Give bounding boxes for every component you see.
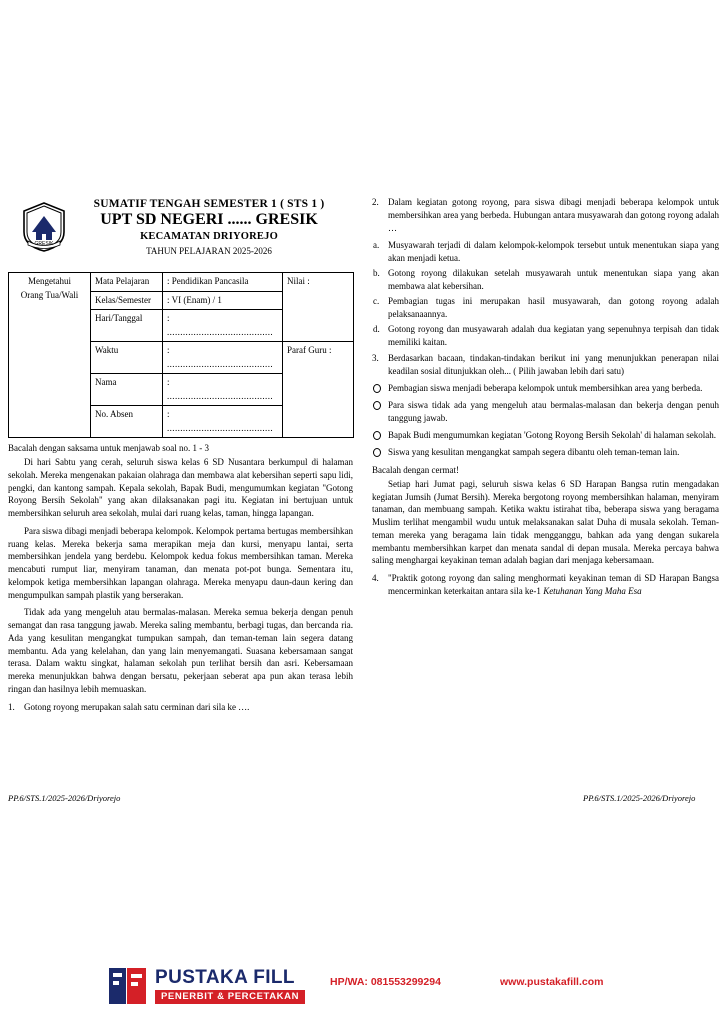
question-3-number: 3.	[372, 352, 379, 363]
parent-label-1: Mengetahui	[28, 276, 71, 286]
school-name: UPT SD NEGERI ...... GRESIK	[100, 211, 318, 228]
brand-subtitle: PENERBIT & PERCETAKAN	[155, 990, 305, 1004]
row-label-time: Waktu	[91, 342, 163, 374]
reading-instruction: Bacalah dengan saksama untuk menjawab soal no. 1 - 3	[8, 443, 209, 453]
table-row	[9, 273, 354, 292]
question-2-number: 2.	[372, 197, 379, 207]
row-value-time	[163, 342, 283, 374]
second-reading-instruction: Bacalah dengan cermat!	[372, 464, 459, 475]
absen-value: ........................................	[167, 422, 273, 433]
checkbox-option-1-text: Pembagian siswa menjadi beberapa kelompok untuk membersihkan area yang berbeda.	[388, 382, 703, 393]
second-passage-paragraph: Setiap hari Jumat pagi, seluruh siswa kelas 6 SD Harapan Bangsa rutin mengadakan kegiatan Jumsih (Jumat Bersih). Mereka bergotong royong membersihkan halaman, menyiram tanaman, dan membuang sampah. Ketika waktu istirahat tiba, beberapa siswa yang beragama Muslim terlihat mengambil wudu untuk melaksanakan salat Duha di musala sekolah. Teman-teman mereka yang beragama lain tidak mengganggu, bahkan ada yang dengan sukarela membantu membersihkan karpet dan menata sandal di depan musala. Mereka percaya bahwa saling menghargai keyakinan teman adalah bagian dari menjaga kebersamaan.	[372, 478, 719, 566]
question-1	[8, 701, 353, 714]
pustaka-fill-logo-icon	[108, 966, 148, 1006]
sep: :	[167, 345, 170, 355]
row-value-date	[163, 310, 283, 342]
contact-phone[interactable]: HP/WA: 081553299294	[330, 976, 441, 988]
footer-right-code: PP.6/STS.1/2025-2026/Driyorejo	[583, 793, 696, 803]
radio-circle-icon[interactable]	[373, 401, 381, 410]
row-value-absen	[163, 406, 283, 438]
radio-circle-icon[interactable]	[373, 431, 381, 440]
option-c[interactable]	[372, 295, 719, 321]
question-2-options	[372, 239, 719, 349]
parent-label-2: Orang Tua/Wali	[20, 289, 79, 300]
option-a-text: Musyawarah terjadi di dalam kelompok-kelompok tersebut untuk menentukan siapa yang akan menjadi ketua.	[388, 240, 719, 264]
identity-table	[8, 272, 354, 438]
left-column	[8, 196, 353, 718]
sep: :	[167, 313, 170, 323]
passage-paragraph-1: Di hari Sabtu yang cerah, seluruh siswa kelas 6 SD Nusantara berkumpul di halaman sekolah. Mereka mengenakan pakaian olahraga dan membawa alat kebersihan seperti sapu lidi, pengki, dan kantong sampah. Kepala sekolah, Bapak Budi, mengumumkan kegiatan "Gotong Royong Bersih Sekolah" yang akan dilaksanakan pagi itu. Kegiatan ini bertujuan untuk membersihkan seluruh area sekolah, mulai dari ruang kelas, taman, hingga lapangan.	[8, 457, 353, 519]
row-value-class	[163, 291, 283, 310]
question-4	[372, 572, 719, 598]
parent-signature-cell	[9, 273, 91, 438]
question-3-options	[372, 382, 719, 459]
option-b-letter: b.	[373, 268, 380, 279]
option-d-text: Gotong royong dan musyawarah adalah dua kegiatan yang sepenuhnya terpisah dan tidak memiliki kaitan.	[388, 324, 719, 348]
school-logo-icon	[22, 202, 66, 252]
score-cell: Nilai :	[283, 273, 354, 342]
radio-circle-icon[interactable]	[373, 384, 381, 393]
class-value: VI (Enam) / 1	[171, 294, 222, 305]
question-2	[372, 196, 719, 235]
checkbox-option-2[interactable]	[372, 399, 719, 425]
option-a-letter: a.	[373, 240, 380, 251]
question-4-text: "Praktik gotong royong dan saling menghormati keyakinan teman di SD Harapan Bangsa mencerminkan keterkaitan antara sila ke-1	[388, 573, 719, 597]
row-value-subject	[163, 273, 283, 292]
sep: :	[167, 294, 170, 305]
checkbox-option-3[interactable]	[372, 429, 719, 442]
subject-value: Pendidikan Pancasila	[171, 276, 249, 286]
row-label-absen: No. Absen	[91, 406, 163, 438]
sep: :	[167, 409, 170, 419]
question-3-text: Berdasarkan bacaan, tindakan-tindakan berikut ini yang menunjukkan penerapan nilai keadilan sosial ditunjukkan oleh... ( Pilih jawaban lebih dari satu)	[388, 352, 719, 376]
academic-year: TAHUN PELAJARAN 2025-2026	[146, 246, 272, 256]
exam-sheet	[8, 196, 719, 796]
district-name: KECAMATAN DRIYOREJO	[140, 231, 278, 242]
option-d-letter: d.	[373, 324, 380, 335]
option-c-text: Pembagian tugas ini merupakan hasil musyawarah, dan gotong royong adalah pelaksanaannya.	[388, 296, 719, 320]
checkbox-option-1[interactable]	[372, 382, 719, 395]
row-label-date: Hari/Tanggal	[91, 310, 163, 342]
row-value-name	[163, 374, 283, 406]
question-2-text: Dalam kegiatan gotong royong, para siswa dibagi menjadi beberapa kelompok untuk membersihkan area yang berbeda. Hubungan antara musyawarah dan gotong royong adalah …	[388, 197, 719, 234]
time-value: ........................................	[167, 358, 273, 369]
brand-text-block	[155, 968, 305, 1004]
checkbox-option-3-text: Bapak Budi mengumumkan kegiatan 'Gotong Royong Bersih Sekolah' di halaman sekolah.	[388, 429, 716, 440]
brand-name: PUSTAKA FILL	[155, 967, 295, 989]
option-b[interactable]	[372, 267, 719, 293]
option-d[interactable]	[372, 323, 719, 349]
option-a[interactable]	[372, 239, 719, 265]
contact-website[interactable]: www.pustakafill.com	[500, 976, 604, 988]
question-1-number: 1.	[8, 701, 15, 712]
row-label-subject: Mata Pelajaran	[91, 273, 163, 292]
question-4-italic-tail: Ketuhanan Yang Maha Esa	[543, 586, 642, 597]
teacher-signature-cell: Paraf Guru :	[283, 342, 354, 438]
publisher-banner	[0, 960, 727, 1024]
publisher-brand	[108, 966, 305, 1006]
footer-left-code: PP.6/STS.1/2025-2026/Driyorejo	[8, 793, 121, 803]
exam-title: SUMATIF TENGAH SEMESTER 1 ( STS 1 )	[93, 198, 325, 210]
question-1-text: Gotong royong merupakan salah satu cerminan dari sila ke ….	[24, 701, 250, 712]
date-value: ........................................	[167, 326, 273, 337]
passage-paragraph-3: Tidak ada yang mengeluh atau bermalas-malasan. Mereka semua bekerja dengan penuh semangat dan rasa tanggung jawab. Mereka saling membantu, berbagi tugas, dan bercanda ria. Ada yang kesulitan mengangkat tumpukan sampah, dan teman-teman lain segera datang membantu. Ada yang kelelahan, dan yang lain menyemangati. Suasana kebersamaan sangat terasa. Dalam waktu singkat, halaman sekolah pun terlihat bersih dan asri. Kebersamaan mereka menunjukkan bahwa dengan bersatu, pekerjaan seberat apa pun akan terasa lebih ringan dan hasilnya lebih memuaskan.	[8, 607, 353, 695]
row-label-class: Kelas/Semester	[91, 291, 163, 310]
radio-circle-icon[interactable]	[373, 448, 381, 457]
header-titles	[74, 198, 344, 256]
passage-paragraph-2: Para siswa dibagi menjadi beberapa kelompok. Kelompok pertama bertugas membersihkan ruang kelas. Mereka bekerja sama merapikan meja dan kursi, menyapu lantai, serta membersihkan jendela yang berdebu. Kelompok kedua fokus membersihkan taman. Mereka mencabuti rumput liar, menyiram tanaman, dan menata pot-pot bunga. Sementara itu, kelompok ketiga membersihkan lapangan olahraga. Mereka menyapu daun-daun kering dan mengumpulkan sampah plastik yang berserakan.	[8, 525, 353, 600]
option-c-letter: c.	[373, 296, 380, 307]
question-4-number: 4.	[372, 573, 379, 584]
checkbox-option-4-text: Siswa yang kesulitan mengangkat sampah segera dibantu oleh teman-teman lain.	[388, 446, 680, 457]
option-b-text: Gotong royong dilakukan setelah musyawarah untuk menentukan siapa yang akan membawa alat kebersihan.	[388, 268, 719, 292]
svg-text:GRESIK: GRESIK	[34, 241, 54, 247]
checkbox-option-2-text: Para siswa tidak ada yang mengeluh atau bermalas-malasan dan bekerja dengan penuh tanggung jawab.	[388, 399, 719, 423]
sep: :	[167, 276, 170, 286]
sep: :	[167, 377, 170, 387]
right-column	[372, 196, 719, 602]
checkbox-option-4[interactable]	[372, 446, 719, 459]
exam-header	[8, 196, 353, 272]
question-3	[372, 352, 719, 378]
row-label-name: Nama	[91, 374, 163, 406]
name-value: ........................................	[167, 390, 273, 401]
